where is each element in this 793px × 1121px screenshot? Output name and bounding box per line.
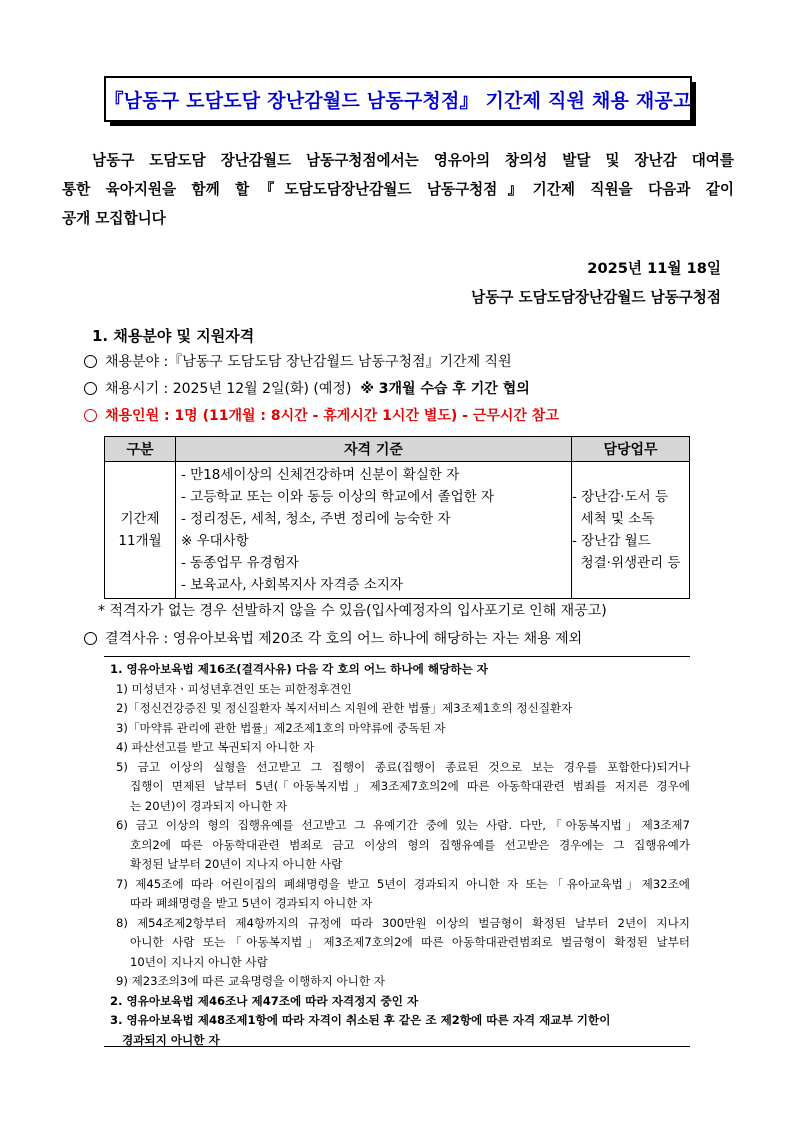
title-frame [104, 76, 696, 126]
headcount [84, 405, 559, 425]
reannouncement-note: * 적격자가 없는 경우 선발하지 않을 수 있음(입사예정자의 입사포기로 인해 재공고) [98, 603, 607, 619]
detail-item: 9) 제23조의3에 따른 교육명령을 이행하지 아니한 자 [116, 974, 385, 988]
detail-item: 6) 금고 이상의 형의 집행유예를 선고받고 그 유예기간 중에 있는 사람. 다만,「아동복지법」제3조제7 [116, 818, 690, 832]
detail-item: 7) 제45조에 따라 어린이집의 폐쇄명령을 받고 5년이 경과되지 아니한 자 또는「유아교육법」제32조에 [116, 876, 690, 891]
hiring-period-text: 채용시기 : 2025년 12월 2일(화) (예정) [105, 381, 361, 397]
hiring-period [84, 378, 530, 398]
category-cell [105, 462, 176, 599]
detail-item: 확정된 날부터 20년이 지나지 아니한 사람 [130, 857, 343, 871]
detail-item: 5) 금고 이상의 실형을 선고받고 그 집행이 종료(집행이 종료된 것으로 보는 경우를 포함한다)되거나 [116, 759, 690, 774]
intro-line-2: 통한 육아지원을 함께 할『도담도담장난감월드 남동구청점』기간제 직원을 다음과 같이 [62, 181, 734, 198]
disqualification-text: 결격사유 : 영유아보육법 제20조 각 호의 어느 하나에 해당하는 자는 채용 제외 [105, 631, 583, 647]
detail-item: 호의2에 따른 아동학대관련 범죄로 금고 이상의 형의 집행유예를 선고받은 경우에는 그 집행유예가 [130, 837, 690, 852]
hiring-field [84, 351, 512, 371]
detail-item: 따라 폐쇄명령을 받고 5년이 경과되지 아니한 자 [130, 896, 373, 910]
circle-bullet-icon [84, 355, 97, 368]
disqualification-details [104, 660, 690, 1050]
criteria-item: ※ 우대사항 [181, 533, 249, 549]
column-header: 구분 [105, 437, 176, 462]
detail-item: 는 20년)이 경과되지 아니한 자 [130, 798, 288, 813]
detail-item: 아니한 사람 또는「아동복지법」제3조제7호의2에 따른 아동학대관련범죄로 벌금형이 확정된 날부터 [130, 935, 690, 949]
duty-item: - 장난감·도서 등 [572, 489, 668, 505]
criteria-item: - 보육교사, 사회복지사 자격증 소지자 [181, 577, 403, 593]
table-row [105, 462, 690, 599]
intro-line-3: 공개 모집합니다 [62, 210, 166, 227]
announcement-date: 2025년 11월 18일 [587, 260, 721, 277]
duties-cell [572, 462, 690, 599]
category-line: 기간제 [120, 511, 160, 527]
category-line: 11개월 [118, 533, 162, 549]
detail-item: 3)「마약류 관리에 관한 법률」제2조제1호의 마약류에 중독된 자 [116, 720, 446, 735]
bottom-divider [104, 1046, 690, 1047]
criteria-item: - 만18세이상의 신체건강하며 신분이 확실한 자 [181, 467, 460, 483]
disqualification [84, 628, 582, 648]
detail-item: 10년이 지나지 아니한 사람 [130, 954, 268, 969]
circle-bullet-icon [84, 409, 97, 422]
intro-paragraph [62, 146, 734, 233]
section-1-heading: 1. 채용분야 및 지원자격 [92, 327, 255, 345]
probation-note: ※ 3개월 수습 후 기간 협의 [360, 381, 530, 397]
duty-item: 세척 및 소독 [572, 511, 655, 527]
column-header: 담당업무 [572, 437, 690, 462]
column-header: 자격 기준 [176, 437, 572, 462]
page-title: 『남동구 도담도담 장난감월드 남동구청점』 기간제 직원 채용 재공고 [104, 76, 692, 122]
intro-line-1: 남동구 도담도담 장난감월드 남동구청점에서는 영유아의 창의성 발달 및 장난감 대여를 [92, 152, 734, 169]
criteria-item: - 동종업무 유경험자 [181, 555, 299, 571]
criteria-item: - 고등학교 또는 이와 동등 이상의 학교에서 졸업한 자 [181, 489, 495, 505]
detail-heading-3: 3. 영유아보육법 제48조제1항에 따라 자격이 취소된 후 같은 조 제2항에 따른 자격 재교부 기한이 [110, 1013, 611, 1027]
detail-heading-1: 1. 영유아보육법 제16조(결격사유) 다음 각 호의 어느 하나에 해당하는 자 [110, 662, 488, 676]
detail-item: 8) 제54조제2항부터 제4항까지의 규정에 따라 300만원 이상의 벌금형이 확정된 날부터 2년이 지나지 [116, 915, 690, 930]
detail-item: 4) 파산선고를 받고 복권되지 아니한 자 [116, 740, 315, 754]
table-header-row [105, 437, 690, 462]
duty-item: - 장난감 월드 [572, 533, 651, 549]
headcount-text: 채용인원 : 1명 (11개월 : 8시간 - 휴게시간 1시간 별도) - 근무시간 참고 [105, 408, 559, 424]
hiring-field-text: 채용분야 :『남동구 도담도담 장난감월드 남동구청점』기간제 직원 [105, 354, 512, 370]
detail-heading-3-cont: 경과되지 아니한 자 [122, 1032, 220, 1047]
detail-item: 집행이 면제된 날부터 5년(「아동복지법」제3조제7호의2에 따른 아동학대관련 범죄를 저지른 경우에 [130, 779, 690, 793]
top-divider [104, 656, 690, 657]
circle-bullet-icon [84, 382, 97, 395]
detail-item: 2)「정신건강증진 및 정신질환자 복지서비스 지원에 관한 법률」제3조제1호의 정신질환자 [116, 701, 573, 715]
criteria-cell [176, 462, 572, 599]
duty-item: 청결·위생관리 등 [572, 555, 681, 571]
qualification-table [104, 436, 690, 599]
detail-item: 1) 미성년자ㆍ피성년후견인 또는 피한정후견인 [116, 681, 352, 696]
detail-heading-2: 2. 영유아보육법 제46조나 제47조에 따라 자격정지 중인 자 [110, 993, 419, 1008]
criteria-item: - 정리정돈, 세척, 청소, 주변 정리에 능숙한 자 [181, 511, 451, 527]
circle-bullet-icon [84, 632, 97, 645]
announcing-organization: 남동구 도담도담장난감월드 남동구청점 [471, 289, 721, 306]
